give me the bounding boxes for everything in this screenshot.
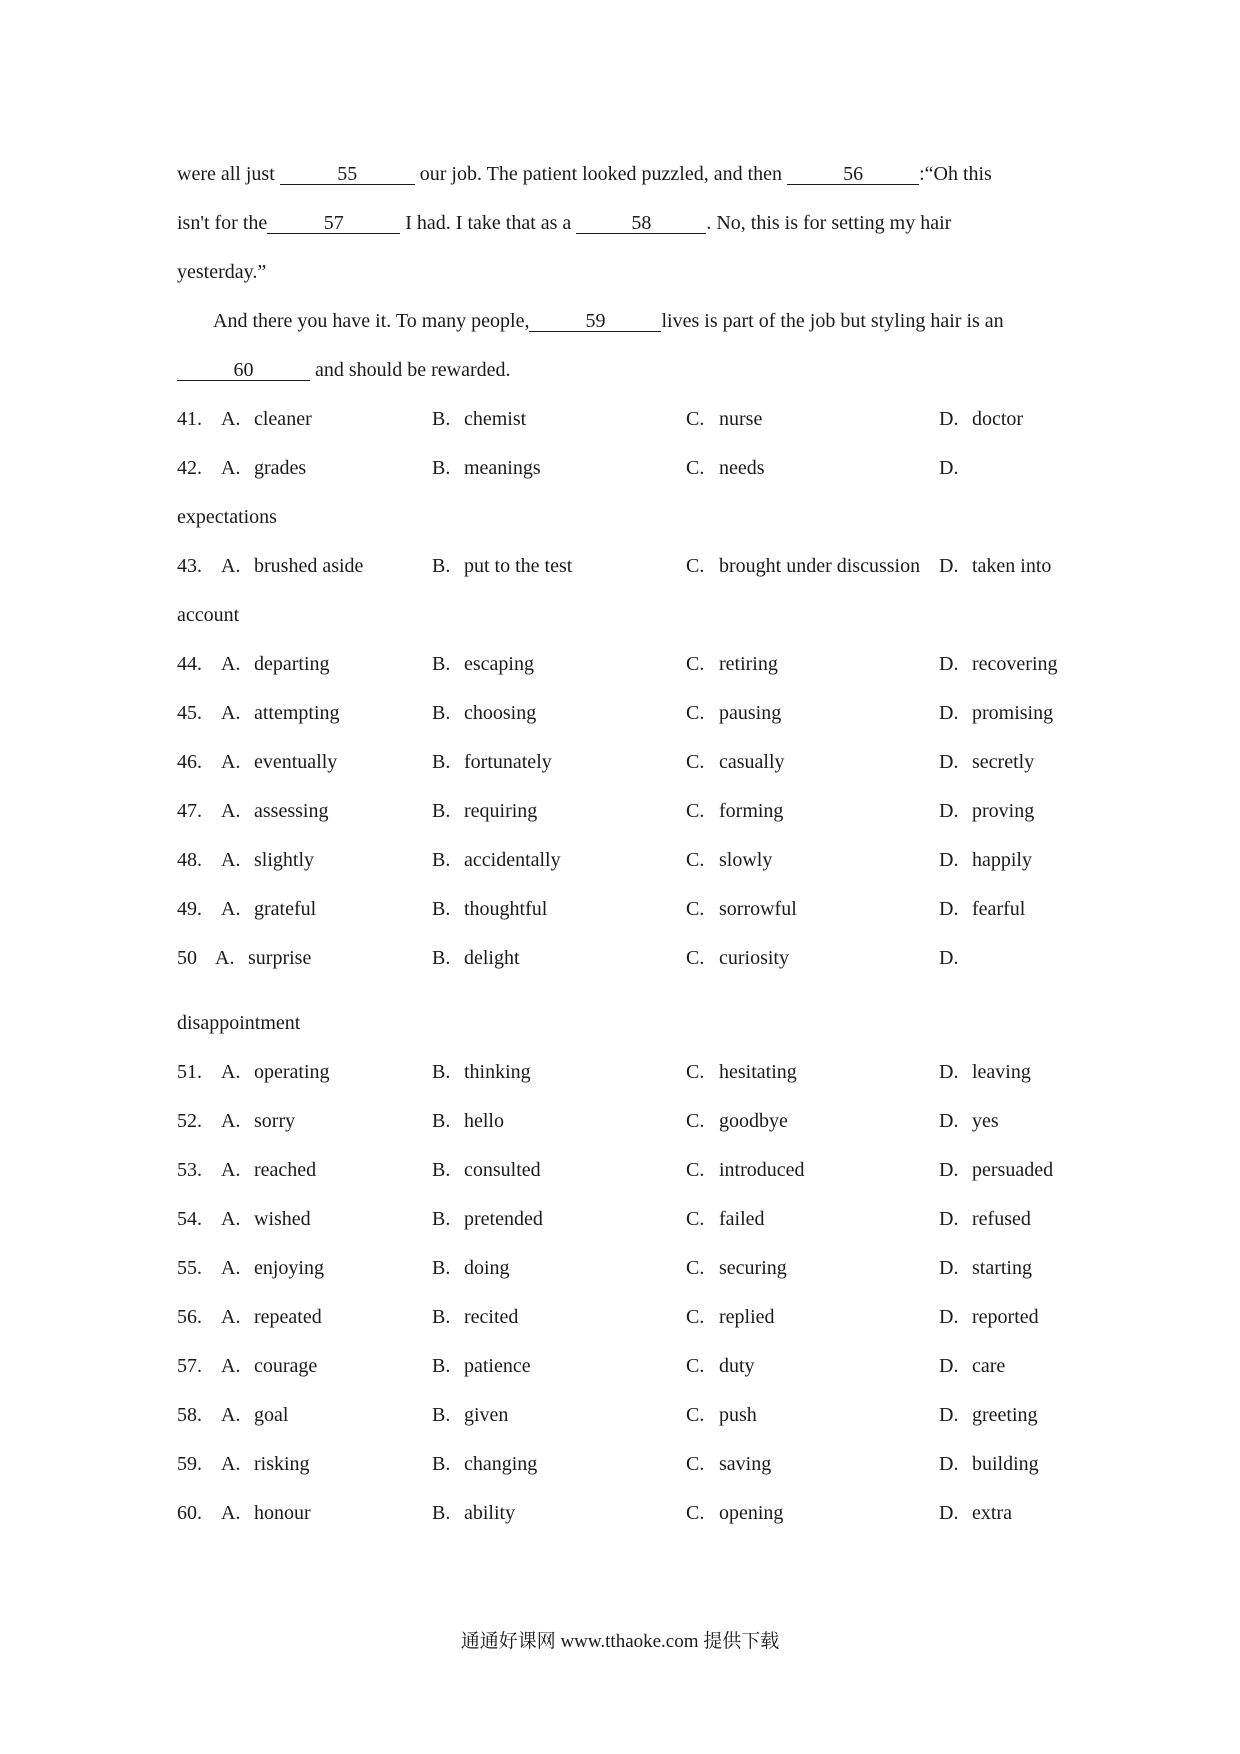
passage-line-4: And there you have it. To many people, 59 lives is part of the job but styling hair is an <box>213 310 1004 332</box>
exam-page: were all just 55 our job. The patient looked puzzled, and then 56 :“Oh this isn't for the 57 I had. I take that as a 58 . No, this is for setting my hair yesterday.” And there you have it. To many people, 59 lives is part of the job but styling hair is an 60 and should be rewarded. 41. A. cleaner B. chemist C. nurse D. doctor 42. A. grades B. meanings C. needs D. expectations 43. A. brushed aside B. put to the test C. brought under discussion D. taken into account 44. A. departing B. escaping C. retiring D. recovering 45. A. attempting B. choosing C. pausing D. promising 46. A. eventually B. fortunately C. casually D. secretly 47. A. assessing B. requiring C. forming D. proving 48. A. slightly B. accidentally C. slowly D. happily 49. A. grateful B. thoughtful C. sorrowful D. fearful 50 A. surprise B. delight C. curiosity D. disappointment 51. A. operating B. thinking C. hesitating D. leaving 52. A. sorry B. hello C. goodbye D. yes 53. A. reached B. consulted C. introduced D. persuaded 54. A. wished B. pretended C. failed D. refused 55. A. enjoying B. doing C. securing D. starting 56. A. repeated B. recited C. replied D. reported 57. A. courage B. patience C. duty D. care 58. A. goal B. given C. push D. greeting 59. A. risking B. changing C. saving D. building 60. A. honour B. ability C. opening D. extra 通通好课网 www.tthaoke.com 提供下载 <box>0 0 1240 1754</box>
passage-line-1: were all just 55 our job. The patient looked puzzled, and then 56 :“Oh this <box>177 163 992 185</box>
question-42-option-d-wrap: expectations <box>177 506 277 528</box>
blank-58: 58 <box>576 211 706 234</box>
blank-60: 60 <box>177 358 310 381</box>
question-43-option-d-wrap: account <box>177 604 240 626</box>
blank-57: 57 <box>267 211 400 234</box>
passage-line-5: 60 and should be rewarded. <box>177 358 1077 382</box>
blank-56: 56 <box>787 162 919 185</box>
page-footer: 通通好课网 www.tthaoke.com 提供下载 <box>460 1631 780 1652</box>
blank-55: 55 <box>280 162 415 185</box>
question-50-option-d-wrap: disappointment <box>177 1012 301 1034</box>
passage-line-3: yesterday.” <box>177 261 267 283</box>
blank-59: 59 <box>529 309 661 332</box>
passage-line-2: isn't for the 57 I had. I take that as a 58 . No, this is for setting my hair <box>177 212 952 234</box>
